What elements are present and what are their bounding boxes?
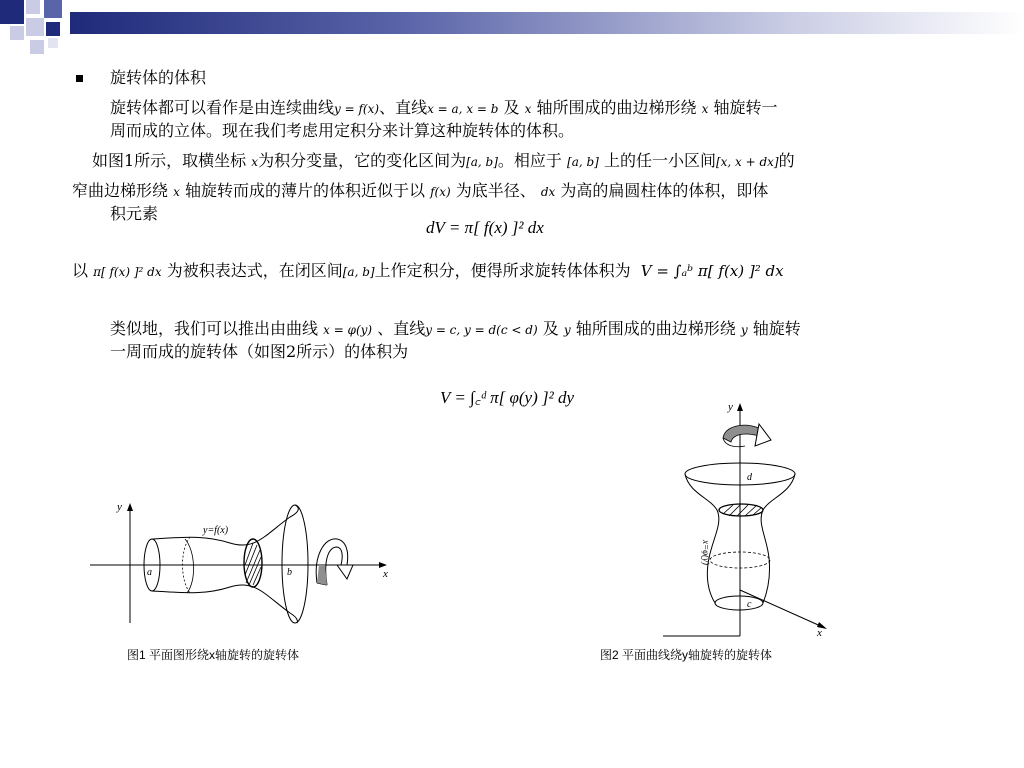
fig1-axis-y: y [117,501,122,513]
figure2-caption: 图2 平面曲线绕y轴旋转的旋转体 [600,648,773,662]
fig2-axis-x: x [817,627,822,638]
para2-line2: 窄曲边梯形绕 x 轴旋转而成的薄片的体积近似于以 f(x) 为底半径、 dx 为高的扁圆柱体的体积，即体 [72,181,769,200]
formula-dv: dV = π[ f(x) ]² dx [426,218,544,237]
header-bar [70,12,1024,34]
para3-line: 以 π[ f(x) ]² dx 为被积表达式，在闭区间[a, b]上作定积分，便得所求旋转体体积为 V = ∫ₐᵇ π[ f(x) ]² dx [72,261,784,280]
fig1-curve-label: y=f(x) [203,525,229,536]
fig1-label-b: b [287,567,292,578]
figure1-diagram [85,495,395,630]
slide-title: 旋转体的体积 [110,68,207,87]
fig2-label-c: c [747,599,752,610]
figure1-caption: 图1 平面图形绕x轴旋转的旋转体 [127,648,300,662]
para1-line1: 旋转体都可以看作是由连续曲线y = f(x)、直线x = a, x = b 及 x 轴所围成的曲边梯形绕 x 轴旋转一 [110,98,778,117]
fig1-axis-x: x [383,568,388,580]
para4-line2: 一周而成的旋转体（如图2所示）的体积为 [110,342,409,361]
formula-vy: V = ∫꜀ᵈ π[ φ(y) ]² dy [440,388,575,407]
bullet-icon [76,75,83,82]
fig2-curve-label: x=φ(y) [701,540,711,566]
para1-line2: 周而成的立体。现在我们考虑用定积分来计算这种旋转体的体积。 [110,121,575,140]
para2-line3: 积元素 [110,204,159,223]
para4-line1: 类似地，我们可以推出由曲线 x = φ(y) 、直线y = c, y = d(c < d) 及 y 轴所围成的曲边梯形绕 y 轴旋转 [110,319,801,338]
fig2-axis-y: y [728,401,733,413]
figure2-diagram [655,398,835,638]
fig2-label-d: d [747,472,752,483]
fig1-label-a: a [147,567,152,578]
para2-line1: 如图1所示，取横坐标 x为积分变量，它的变化区间为[a, b]。相应于 [a, b] 上的任一小区间[x, x + dx]的 [92,151,795,170]
